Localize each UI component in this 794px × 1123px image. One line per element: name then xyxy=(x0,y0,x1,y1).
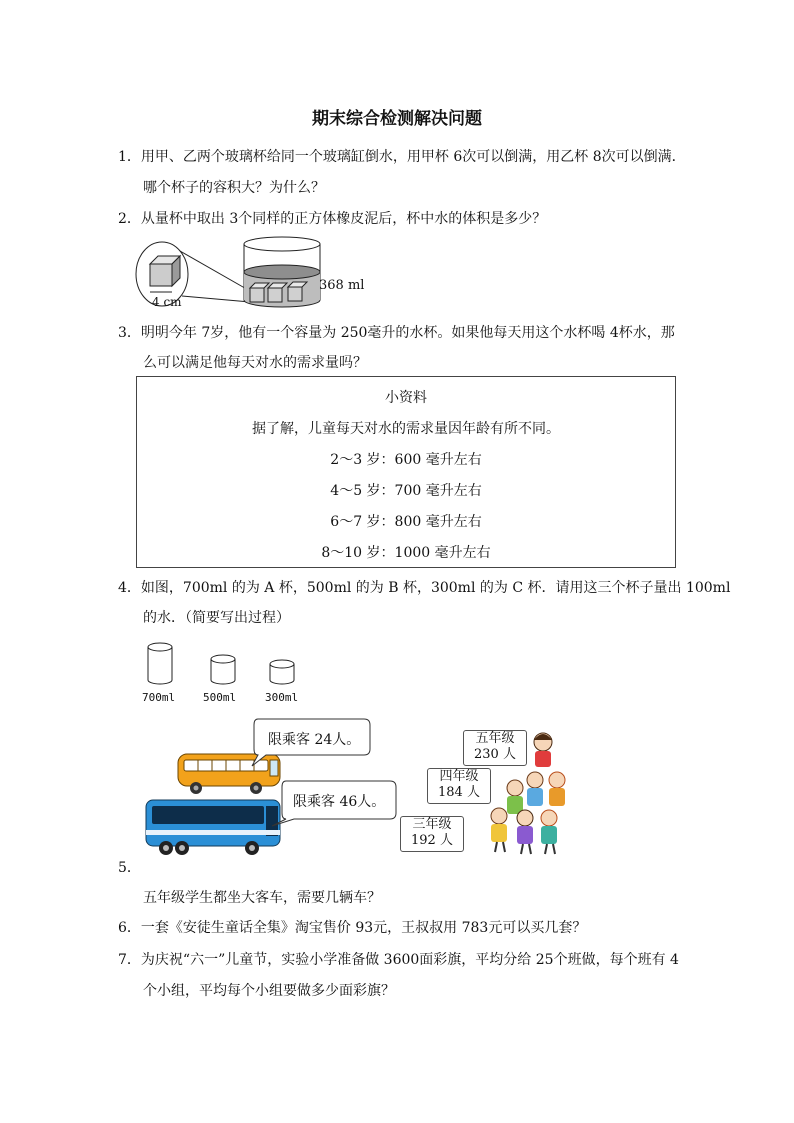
question-5-number: 5． xyxy=(118,860,141,876)
question-7-line-1: 7．为庆祝“六一”儿童节，实验小学准备做 3600面彩旗，平均分给 25个班做，每个班有 4 xyxy=(118,952,679,968)
grade-4-badge xyxy=(427,768,491,804)
info-box-intro: 据了解，儿童每天对水的需求量因年龄有所不同。 xyxy=(252,421,560,437)
grade-count: 230 人 xyxy=(474,747,516,762)
question-3-line-2: 么可以满足他每天对水的需求量吗？ xyxy=(143,355,367,371)
question-6-line-1: 6．一套《安徒生童话全集》淘宝售价 93元，王叔叔用 783元可以买几套？ xyxy=(118,920,587,936)
question-1-line-2: 哪个杯子的容积大？为什么？ xyxy=(143,180,325,196)
grade-3-badge xyxy=(400,816,464,852)
question-2-line-1: 2．从量杯中取出 3个同样的正方体橡皮泥后，杯中水的体积是多少？ xyxy=(118,211,547,227)
question-4-line-2: 的水．（简要写出过程） xyxy=(143,610,290,626)
small-bus-capacity: 限乘客 24人。 xyxy=(268,732,361,748)
cup-c-label: 300ml xyxy=(265,691,299,704)
question-5-text: 五年级学生都坐大客车，需要几辆车？ xyxy=(143,890,381,906)
info-box-title: 小资料 xyxy=(385,390,427,406)
page-title: 期末综合检测解决问题 xyxy=(312,109,482,129)
grade-name: 五年级 xyxy=(475,731,515,746)
volume-label: 368 ml xyxy=(319,278,365,293)
info-box-row: 6～7 岁：800 毫升左右 xyxy=(330,514,482,530)
cup-a-label: 700ml xyxy=(142,691,176,704)
children-group-illustration xyxy=(485,728,580,858)
question-7-line-2: 个小组，平均每个小组要做多少面彩旗？ xyxy=(143,983,395,999)
info-box-row: 4～5 岁：700 毫升左右 xyxy=(330,483,482,499)
info-box-row: 8～10 岁：1000 毫升左右 xyxy=(321,545,491,561)
grade-name: 四年级 xyxy=(439,769,479,784)
cup-b-label: 500ml xyxy=(203,691,237,704)
question-4-line-1: 4．如图，700ml 的为 A 杯，500ml 的为 B 杯，300ml 的为 C 杯．请用这三个杯子量出 100ml xyxy=(118,580,731,596)
big-bus-capacity: 限乘客 46人。 xyxy=(293,794,386,810)
grade-name: 三年级 xyxy=(412,817,452,832)
question-3-line-1: 3．明明今年 7岁，他有一个容量为 250毫升的水杯。如果他每天用这个水杯喝 4杯水，那 xyxy=(118,325,675,341)
question-1-line-1: 1．用甲、乙两个玻璃杯给同一个玻璃缸倒水，用甲杯 6次可以倒满，用乙杯 8次可以倒满． xyxy=(118,149,686,165)
cube-edge-label: 4 cm xyxy=(152,295,182,309)
info-box-row: 2～3 岁：600 毫升左右 xyxy=(330,452,482,468)
grade-count: 184 人 xyxy=(438,785,480,800)
grade-count: 192 人 xyxy=(411,833,453,848)
